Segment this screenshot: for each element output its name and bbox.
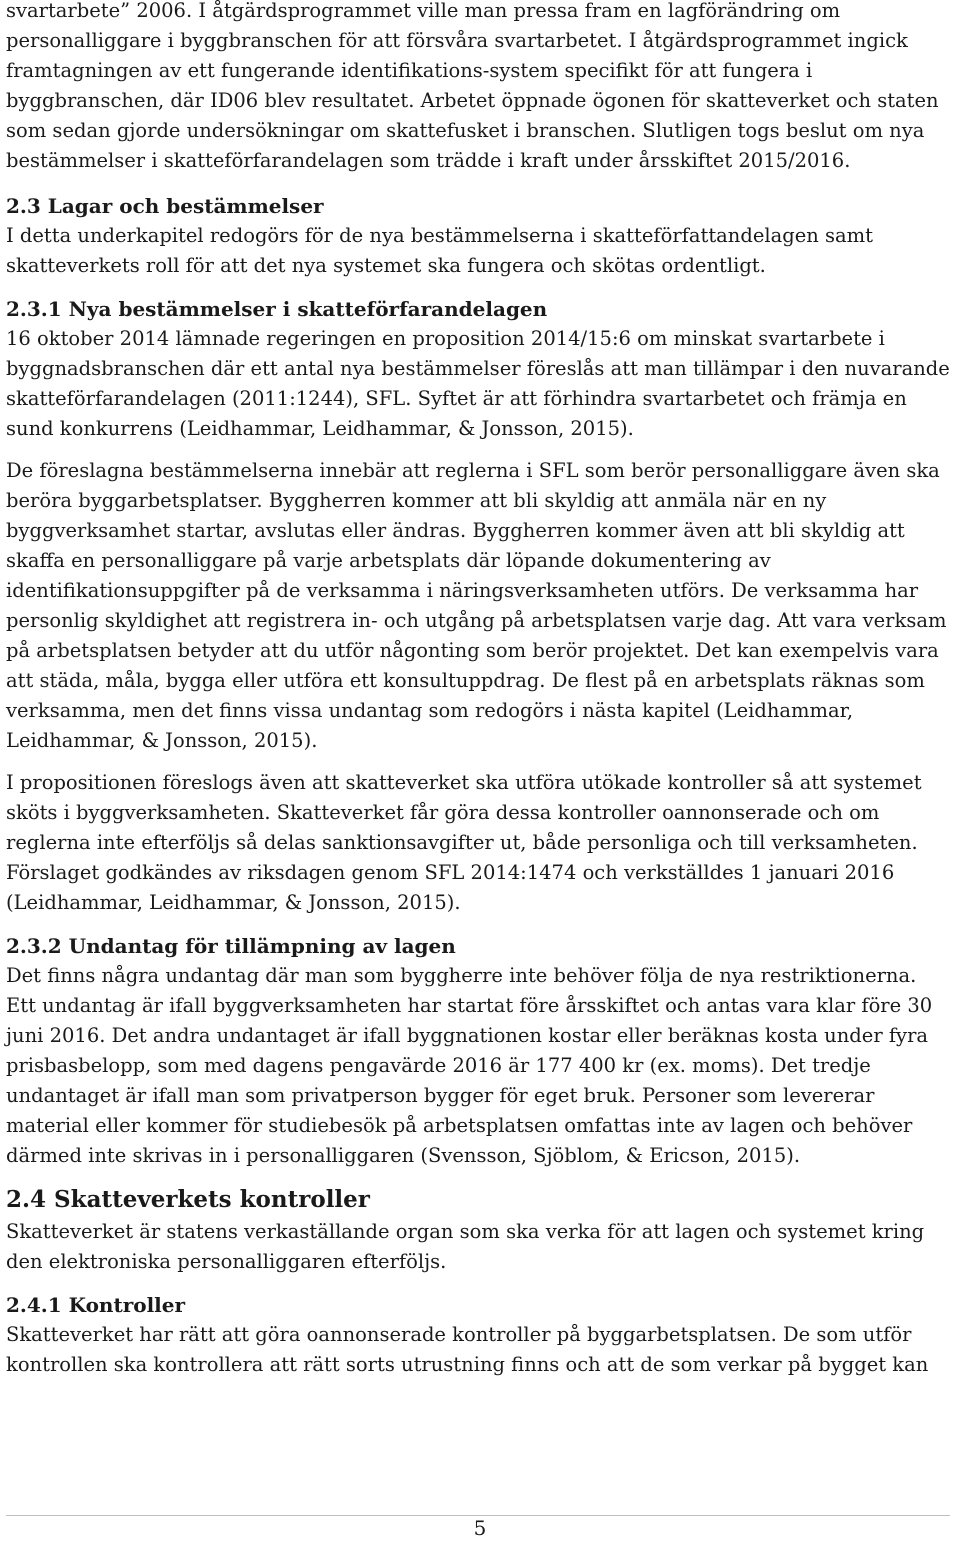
- section-2-3-heading: 2.3 Lagar och bestämmelser: [6, 194, 324, 218]
- section-2-3-1-paragraph-2: De föreslagna bestämmelserna innebär att reglerna i SFL som berör personalliggare även ska beröra byggarbetsplatser. Byggherren kommer att bli skyldig att anmäla när en ny byggverksamhet startar, avslutas eller ändras. Byggherren kommer även att bli skyldig att skaffa en personalliggare på varje arbetsplats där löpande dokumentering av identifikationsuppgifter på de verksamma i näringsverksamheten utförs. De verksamma har personlig skyldighet att registrera in- och utgång på arbetsplatsen varje dag. Att vara verksam på arbetsplatsen betyder att du utför någonting som berör projektet. Det kan exempelvis vara att städa, måla, bygga eller utföra ett konsultuppdrag. De flest på en arbetsplats räknas som verksamma, men det finns vissa undantag som redogörs i nästa kapitel (Leidhammar, Leidhammar, & Jonsson, 2015).: [6, 459, 947, 752]
- section-2-3-2-heading: 2.3.2 Undantag för tillämpning av lagen: [6, 934, 456, 958]
- section-2-3-body: I detta underkapitel redogörs för de nya bestämmelserna i skatteförfattandelagen samt skatteverkets roll för att det nya systemet ska fungera och skötas ordentligt.: [6, 224, 873, 277]
- document-page: [6, 0, 950, 1380]
- page-number: 5: [473, 1516, 487, 1540]
- section-2-3-1-paragraph-1: 16 oktober 2014 lämnade regeringen en proposition 2014/15:6 om minskat svartarbete i byggnadsbranschen där ett antal nya bestämmelser föreslås att man tillämpar i den nuvarande skatteförfarandelagen (2011:1244), SFL. Syftet är att förhindra svartarbetet och främja en sund konkurrens (Leidhammar, Leidhammar, & Jonsson, 2015).: [6, 327, 950, 440]
- section-2-4-1-heading: 2.4.1 Kontroller: [6, 1293, 186, 1317]
- section-2-4-heading: 2.4 Skatteverkets kontroller: [6, 1186, 370, 1213]
- section-2-3-1-paragraph-3: I propositionen föreslogs även att skatteverket ska utföra utökade kontroller så att systemet sköts i byggverksamheten. Skatteverket får göra dessa kontroller oannonserade och om reglerna inte efterföljs så delas sanktionsavgifter ut, både personliga och till verksamheten. Förslaget godkändes av riksdagen genom SFL 2014:1474 och verkställdes 1 januari 2016 (Leidhammar, Leidhammar, & Jonsson, 2015).: [6, 771, 922, 914]
- section-2-3-2-body: Det finns några undantag där man som byggherre inte behöver följa de nya restriktionerna. Ett undantag är ifall byggverksamheten har startat före årsskiftet och antas vara klar före 30 juni 2016. Det andra undantaget är ifall byggnationen kostar eller beräknas kosta under fyra prisbasbelopp, som med dagens pengavärde 2016 är 177 400 kr (ex. moms). Det tredje undantaget är ifall man som privatperson bygger för eget bruk. Personer som levererar material eller kommer för studiebesök på arbetsplatsen omfattas inte av lagen och behöver därmed inte skrivas in i personalliggaren (Svensson, Sjöblom, & Ericson, 2015).: [6, 964, 933, 1167]
- section-2-4-body: Skatteverket är statens verkaställande organ som ska verka för att lagen och systemet kring den elektroniska personalliggaren efterföljs.: [6, 1220, 925, 1273]
- intro-paragraph: svartarbete” 2006. I åtgärdsprogrammet ville man pressa fram en lagförändring om personalliggare i byggbranschen för att försvåra svartarbetet. I åtgärdsprogrammet ingick framtagningen av ett fungerande identifikations-system specifikt för att fungera i byggbranschen, där ID06 blev resultatet. Arbetet öppnade ögonen för skatteverket och staten som sedan gjorde undersökningar om skattefusket i branschen. Slutligen togs beslut om nya bestämmelser i skatteförfarandelagen som trädde i kraft under årsskiftet 2015/2016.: [6, 0, 939, 172]
- section-2-3-1-heading: 2.3.1 Nya bestämmelser i skatteförfarandelagen: [6, 297, 548, 321]
- section-2-4-1-body: Skatteverket har rätt att göra oannonserade kontroller på byggarbetsplatsen. De som utför kontrollen ska kontrollera att rätt sorts utrustning finns och att de som verkar på bygget kan: [6, 1323, 929, 1376]
